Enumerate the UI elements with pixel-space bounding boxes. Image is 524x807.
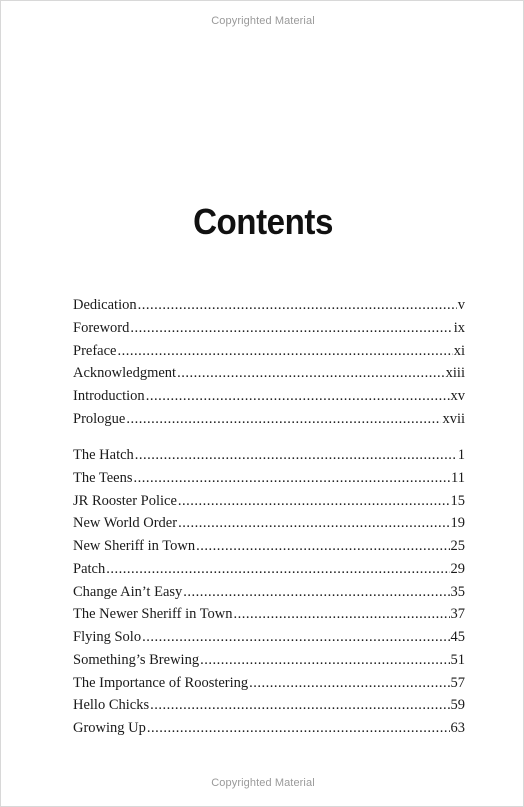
toc-entry bbox=[73, 603, 465, 626]
toc-entry bbox=[73, 558, 465, 581]
toc-entry bbox=[73, 317, 465, 340]
page-title: Contents bbox=[193, 201, 333, 242]
toc-entry-title: The Hatch bbox=[73, 447, 134, 463]
toc-entry bbox=[73, 294, 465, 317]
toc-entry bbox=[73, 672, 465, 695]
dot-leader bbox=[142, 626, 449, 649]
toc-entry bbox=[73, 385, 465, 408]
toc-entry bbox=[73, 535, 465, 558]
toc-entry-page: 37 bbox=[450, 606, 465, 623]
toc-entry-page: 63 bbox=[450, 720, 465, 736]
toc-entry-page: 19 bbox=[450, 515, 465, 532]
toc-entry-title: Acknowledgment bbox=[73, 365, 177, 382]
dot-leader bbox=[183, 581, 449, 604]
toc-entry-title: JR Rooster Police bbox=[73, 492, 177, 509]
toc-entry-title: The Newer Sheriff in Town bbox=[73, 606, 233, 623]
toc-entry-page: 25 bbox=[450, 538, 465, 554]
toc-entry-page: 57 bbox=[450, 674, 465, 691]
toc-entry-page: xiii bbox=[445, 365, 465, 382]
toc-entry bbox=[73, 444, 465, 467]
toc-entry-page: xi bbox=[453, 342, 465, 359]
dot-leader bbox=[146, 385, 450, 408]
toc-entry bbox=[73, 649, 465, 672]
toc-entry-title: Prologue bbox=[73, 410, 126, 427]
copyright-watermark-top: Copyrighted Material bbox=[211, 15, 315, 27]
toc-entry bbox=[73, 362, 465, 385]
toc-entry-title: New Sheriff in Town bbox=[73, 538, 196, 554]
dot-leader bbox=[234, 603, 450, 626]
toc-entry bbox=[73, 408, 465, 431]
dot-leader bbox=[117, 340, 452, 363]
toc-entry bbox=[73, 512, 465, 535]
toc-entry-page: 59 bbox=[450, 697, 465, 714]
toc-entry-title: Hello Chicks bbox=[73, 697, 150, 714]
dot-leader bbox=[147, 717, 450, 740]
toc-entry-title: The Importance of Roostering bbox=[73, 674, 249, 691]
dot-leader bbox=[200, 649, 449, 672]
dot-leader bbox=[135, 444, 457, 467]
chapter-list bbox=[73, 444, 465, 740]
dot-leader bbox=[130, 317, 452, 340]
toc-entry-title: The Teens bbox=[73, 469, 133, 486]
toc-entry-page: 15 bbox=[450, 492, 465, 509]
dot-leader bbox=[196, 535, 449, 558]
toc-entry-page: v bbox=[457, 297, 465, 313]
dot-leader bbox=[177, 362, 445, 385]
toc-entry bbox=[73, 340, 465, 363]
toc-entry-page: 1 bbox=[457, 447, 465, 463]
toc-entry bbox=[73, 581, 465, 604]
toc-entry bbox=[73, 490, 465, 513]
toc-entry-title: Change Ain’t Easy bbox=[73, 583, 183, 600]
toc-entry-title: Foreword bbox=[73, 319, 130, 336]
toc-entry-page: 35 bbox=[450, 583, 465, 600]
dot-leader bbox=[126, 408, 441, 431]
dot-leader bbox=[178, 490, 450, 513]
toc-entry-title: Introduction bbox=[73, 388, 145, 404]
dot-leader bbox=[138, 294, 457, 317]
toc-entry-page: xvii bbox=[442, 410, 465, 427]
toc-entry-title: Dedication bbox=[73, 297, 137, 313]
toc-entry-page: xv bbox=[450, 388, 465, 404]
dot-leader bbox=[178, 512, 449, 535]
toc-entry-page: 45 bbox=[450, 629, 465, 645]
toc-entry-page: 51 bbox=[450, 651, 465, 668]
dot-leader bbox=[106, 558, 449, 581]
toc-entry-page: 11 bbox=[451, 469, 465, 486]
dot-leader bbox=[134, 467, 451, 490]
copyright-watermark-bottom: Copyrighted Material bbox=[211, 777, 315, 789]
toc-entry-title: Growing Up bbox=[73, 720, 146, 736]
toc-entry bbox=[73, 717, 465, 740]
toc-entry-title: Preface bbox=[73, 342, 117, 359]
toc-entry-title: Patch bbox=[73, 560, 106, 577]
toc-entry-title: Flying Solo bbox=[73, 629, 142, 645]
front-matter-list bbox=[73, 294, 465, 431]
toc-entry bbox=[73, 626, 465, 649]
toc-entry bbox=[73, 467, 465, 490]
toc-entry-title: New World Order bbox=[73, 515, 178, 532]
dot-leader bbox=[249, 672, 449, 695]
toc-entry bbox=[73, 694, 465, 717]
toc-entry-page: ix bbox=[453, 319, 465, 336]
toc-entry-title: Something’s Brewing bbox=[73, 651, 200, 668]
toc-entry-page: 29 bbox=[450, 560, 465, 577]
dot-leader bbox=[150, 694, 449, 717]
